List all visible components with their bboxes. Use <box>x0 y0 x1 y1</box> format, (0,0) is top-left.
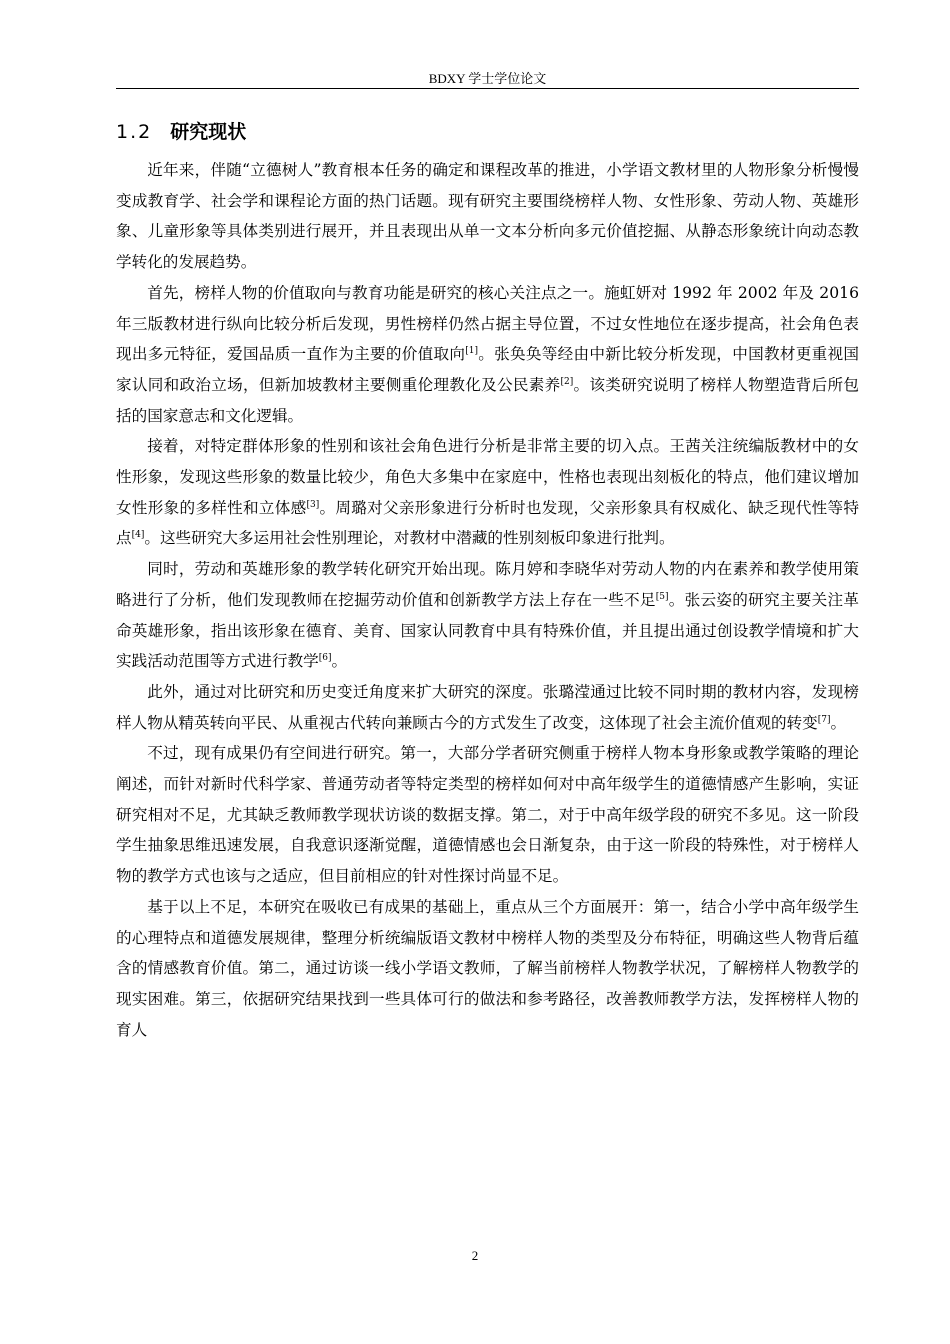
paragraph-text: 。这些研究大多运用社会性别理论，对教材中潜藏的性别刻板印象进行批判。 <box>144 529 675 548</box>
paragraph-text: 此外，通过对比研究和历史变迁角度来扩大研究的深度。张璐滢通过比较不同时期的教材内容，发现榜样人物从精英转向平民、从重视古代转向兼顾古今的方式发生了改变，这体现了社会主流价值观的转变 <box>116 682 859 732</box>
paragraph <box>116 738 859 892</box>
citation-ref: [4] <box>131 530 145 541</box>
paragraph-text: 。周璐对父亲形象进行分析时也发现，父亲形象具有权威化、缺乏现代性等特点 <box>116 498 859 548</box>
paragraph <box>116 278 859 432</box>
paragraph-text: 。张云姿的研究主要关注革命英雄形象，指出该形象在德育、美育、国家认同教育中具有特殊价值，并且提出通过创设教学情境和扩大实践活动范围等方式进行教学 <box>116 590 859 671</box>
section-heading <box>116 118 246 146</box>
header-divider <box>116 88 859 89</box>
paragraph <box>116 677 859 738</box>
page-header: BDXY 学士学位论文 <box>428 71 547 86</box>
citation-ref: [1] <box>465 346 478 357</box>
citation-ref: [6] <box>318 653 332 664</box>
paragraph-text: 基于以上不足，本研究在吸收已有成果的基础上，重点从三个方面展开：第一，结合小学中高年级学生的心理特点和道德发展规律，整理分析统编版语文教材中榜样人物的类型及分布特征，明确这些人物背后蕴含的情感教育价值。第二，通过访谈一线小学语文教师，了解当前榜样人物教学状况，了解榜样人物教学的现实困难。第三，依据研究结果找到一些具体可行的做法和参考路径，改善教师教学方法，发挥榜样人物的育人 <box>116 897 859 1039</box>
paragraph <box>116 431 859 554</box>
citation-ref: [2] <box>560 376 574 387</box>
paragraph-text: 。 <box>830 713 847 732</box>
citation-ref: [5] <box>655 591 669 602</box>
paragraph-text: 。该类研究说明了榜样人物塑造背后所包括的国家意志和文化逻辑。 <box>116 375 859 425</box>
paragraph <box>116 892 859 1046</box>
page-number: 2 <box>471 1248 479 1263</box>
paragraph-text: 接着，对特定群体形象的性别和该社会角色进行分析是非常主要的切入点。王茜关注统编版教材中的女性形象，发现这些形象的数量比较少，角色大多集中在家庭中，性格也表现出刻板化的特点，他们建议增加女性形象的多样性和立体感 <box>116 437 859 517</box>
paragraph-text: 近年来，伴随“立德树人”教育根本任务的确定和课程改革的推进，小学语文教材里的人物形象分析慢慢变成教育学、社会学和课程论方面的热门话题。现有研究主要围绕榜样人物、女性形象、劳动人物、英雄形象、儿童形象等具体类别进行展开，并且表现出从单一文本分析向多元价值挖掘、从静态形象统计向动态教学转化的发展趋势。 <box>116 161 859 272</box>
paragraph-text: 首先，榜样人物的价值取向与教育功能是研究的核心关注点之一。施虹妍对 1992 年 2002 年及 2016 年三版教材进行纵向比较分析后发现，男性榜样仍然占据主导位置，不过女性地位在逐步提高，社会角色表现出多元特征，爱国品质一直作为主要的价值取向 <box>116 283 859 364</box>
section-title: 研究现状 <box>170 121 247 143</box>
citation-ref: [7] <box>817 714 831 725</box>
paragraph-text: 。张奂奂等经由中新比较分析发现，中国教材更重视国家认同和政治立场，但新加坡教材主要侧重伦理教化及公民素养 <box>116 345 859 394</box>
paragraph-text: 不过，现有成果仍有空间进行研究。第一，大部分学者研究侧重于榜样人物本身形象或教学策略的理论阐述，而针对新时代科学家、普通劳动者等特定类型的榜样如何对中高年级学生的道德情感产生影响，实证研究相对不足，尤其缺乏教师教学现状访谈的数据支撑。第二，对于中高年级学段的研究不多见。这一阶段学生抽象思维迅速发展，自我意识逐渐觉醒，道德情感也会日渐复杂，由于这一阶段的特殊性，对于榜样人物的教学方式也该与之适应，但目前相应的针对性探讨尚显不足。 <box>116 744 859 886</box>
section-number: 1.2 <box>116 121 153 143</box>
paragraph <box>116 554 859 677</box>
paragraph <box>116 155 859 278</box>
paragraph-text: 。 <box>331 652 348 671</box>
body-text <box>116 155 859 1045</box>
citation-ref: [3] <box>306 499 320 510</box>
paragraph-text: 同时，劳动和英雄形象的教学转化研究开始出现。陈月婷和李晓华对劳动人物的内在素养和教学使用策略进行了分析，他们发现教师在挖掘劳动价值和创新教学方法上存在一些不足 <box>116 560 859 609</box>
